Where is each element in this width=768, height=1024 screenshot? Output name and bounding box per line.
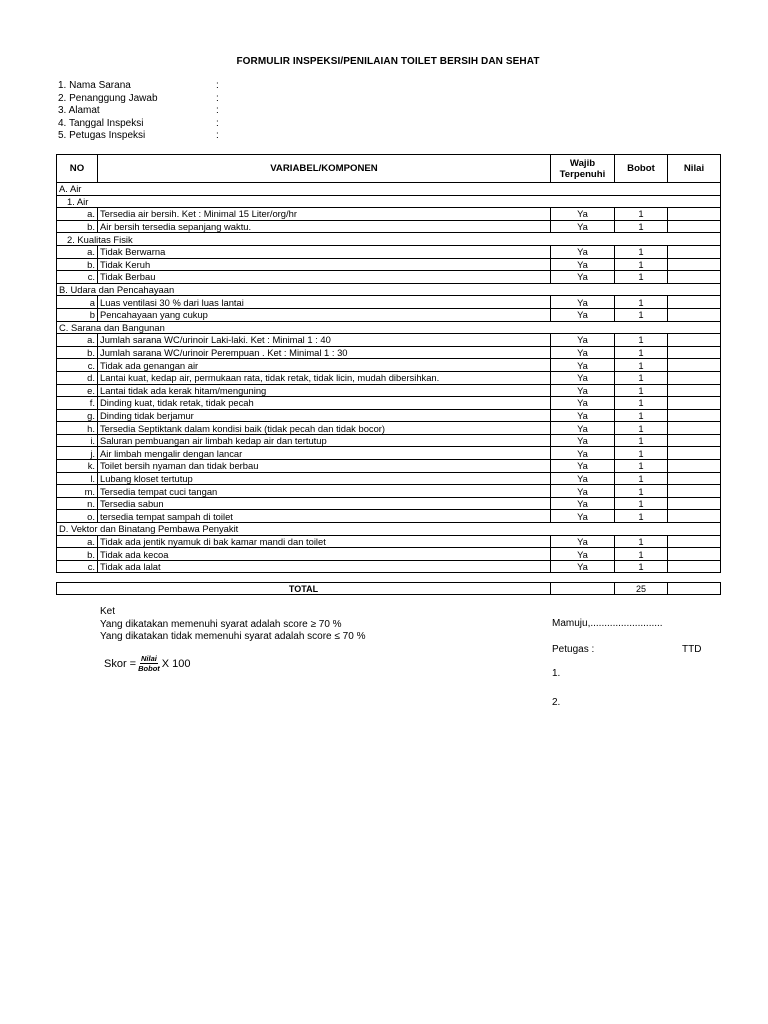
info-field-petugas-inspeksi — [58, 130, 219, 143]
row-component: Lantai kuat, kedap air, permukaan rata, tidak retak, tidak licin, mudah dibersihkan. — [98, 371, 551, 384]
row-number: b — [57, 308, 98, 321]
info-field-nama-sarana — [58, 80, 219, 93]
row-number: a. — [57, 208, 98, 221]
table-row — [57, 422, 721, 435]
table-row — [57, 258, 721, 271]
row-component: tersedia tempat sampah di toilet — [98, 510, 551, 523]
row-bobot: 1 — [615, 560, 668, 573]
row-number: b. — [57, 220, 98, 233]
table-row — [57, 359, 721, 372]
table-row — [57, 485, 721, 498]
info-label: 2. Penanggung Jawab — [58, 92, 158, 104]
row-wajib: Ya — [551, 359, 615, 372]
table-row — [57, 334, 721, 347]
row-nilai — [668, 409, 721, 422]
row-bobot: 1 — [615, 434, 668, 447]
row-number: f. — [57, 397, 98, 410]
row-component: Tersedia tempat cuci tangan — [98, 485, 551, 498]
row-bobot: 1 — [615, 548, 668, 561]
row-bobot: 1 — [615, 510, 668, 523]
table-row — [57, 460, 721, 473]
row-bobot: 1 — [615, 485, 668, 498]
row-nilai — [668, 384, 721, 397]
table-row — [57, 409, 721, 422]
row-component: Dinding tidak berjamur — [98, 409, 551, 422]
row-bobot: 1 — [615, 371, 668, 384]
row-bobot: 1 — [615, 208, 668, 221]
total-nilai — [668, 583, 721, 595]
formula-numerator: Nilai — [141, 654, 157, 663]
row-component: Lubang kloset tertutup — [98, 472, 551, 485]
row-component: Air bersih tersedia sepanjang waktu. — [98, 220, 551, 233]
row-wajib: Ya — [551, 548, 615, 561]
row-bobot: 1 — [615, 359, 668, 372]
row-wajib: Ya — [551, 422, 615, 435]
row-nilai — [668, 271, 721, 284]
petugas-label: Petugas : — [552, 644, 595, 655]
ket-line-memenuhi: Yang dikatakan memenuhi syarat adalah score ≥ 70 % — [100, 618, 342, 630]
total-label: TOTAL — [57, 583, 551, 595]
formula-rhs: X 100 — [161, 657, 191, 670]
table-row — [57, 535, 721, 548]
row-bobot: 1 — [615, 334, 668, 347]
row-component: Tersedia Septiktank dalam kondisi baik (tidak pecah dan tidak bocor) — [98, 422, 551, 435]
ket-line-tidak-memenuhi: Yang dikatakan tidak memenuhi syarat adalah score ≤ 70 % — [100, 631, 366, 643]
row-bobot: 1 — [615, 472, 668, 485]
table-row — [57, 497, 721, 510]
section-row-a — [57, 183, 721, 196]
row-number: c. — [57, 271, 98, 284]
table-row — [57, 245, 721, 258]
row-wajib: Ya — [551, 409, 615, 422]
row-bobot: 1 — [615, 447, 668, 460]
section-title: A. Air — [57, 183, 721, 196]
header-no: NO — [57, 155, 98, 183]
table-row — [57, 271, 721, 284]
row-bobot: 1 — [615, 384, 668, 397]
section-row-b — [57, 283, 721, 296]
row-nilai — [668, 485, 721, 498]
row-number: k. — [57, 460, 98, 473]
row-bobot: 1 — [615, 422, 668, 435]
row-wajib: Ya — [551, 220, 615, 233]
row-nilai — [668, 472, 721, 485]
row-component: Tidak ada genangan air — [98, 359, 551, 372]
row-number: d. — [57, 371, 98, 384]
row-number: l. — [57, 472, 98, 485]
section-row-c — [57, 321, 721, 334]
row-nilai — [668, 208, 721, 221]
table-row — [57, 296, 721, 309]
table-row — [57, 510, 721, 523]
row-number: m. — [57, 485, 98, 498]
info-separator: : — [216, 80, 219, 91]
row-wajib: Ya — [551, 472, 615, 485]
score-formula — [104, 654, 191, 673]
table-row — [57, 220, 721, 233]
info-field-tanggal-inspeksi — [58, 118, 219, 131]
petugas-number-1: 1. — [552, 668, 561, 679]
header-wajib-line2: Terpenuhi — [559, 168, 606, 180]
row-number: c. — [57, 359, 98, 372]
ket-block — [100, 606, 365, 644]
table-row — [57, 384, 721, 397]
row-bobot: 1 — [615, 497, 668, 510]
info-label: 1. Nama Sarana — [58, 80, 131, 91]
row-number: c. — [57, 560, 98, 573]
header-nilai: Nilai — [668, 155, 721, 183]
formula-lhs: Skor = — [104, 657, 137, 670]
row-bobot: 1 — [615, 245, 668, 258]
row-wajib: Ya — [551, 460, 615, 473]
row-number: b. — [57, 258, 98, 271]
row-number: i. — [57, 434, 98, 447]
info-fields — [58, 80, 219, 143]
subsection-title: 1. Air — [57, 195, 721, 208]
row-number: a. — [57, 245, 98, 258]
section-title: C. Sarana dan Bangunan — [57, 321, 721, 334]
inspection-table — [56, 154, 721, 573]
row-component: Tidak Berbau — [98, 271, 551, 284]
row-bobot: 1 — [615, 220, 668, 233]
info-field-alamat — [58, 105, 219, 118]
row-bobot: 1 — [615, 535, 668, 548]
row-bobot: 1 — [615, 397, 668, 410]
row-number: b. — [57, 346, 98, 359]
row-wajib: Ya — [551, 397, 615, 410]
row-wajib: Ya — [551, 334, 615, 347]
row-component: Tidak Berwarna — [98, 245, 551, 258]
info-label: 4. Tanggal Inspeksi — [58, 117, 144, 129]
row-bobot: 1 — [615, 346, 668, 359]
header-bobot: Bobot — [615, 155, 668, 183]
row-number: h. — [57, 422, 98, 435]
row-wajib: Ya — [551, 560, 615, 573]
table-row — [57, 308, 721, 321]
row-wajib: Ya — [551, 447, 615, 460]
row-component: Toilet bersih nyaman dan tidak berbau — [98, 460, 551, 473]
row-component: Jumlah sarana WC/urinoir Laki-laki. Ket : Minimal 1 : 40 — [98, 334, 551, 347]
row-wajib: Ya — [551, 434, 615, 447]
table-row — [57, 397, 721, 410]
row-component: Pencahayaan yang cukup — [98, 308, 551, 321]
row-component: Tidak ada jentik nyamuk di bak kamar mandi dan toilet — [98, 535, 551, 548]
row-wajib: Ya — [551, 497, 615, 510]
row-bobot: 1 — [615, 271, 668, 284]
row-wajib: Ya — [551, 371, 615, 384]
row-wajib: Ya — [551, 271, 615, 284]
info-separator: : — [216, 92, 219, 104]
section-title: D. Vektor dan Binatang Pembawa Penyakit — [57, 523, 721, 536]
row-wajib: Ya — [551, 384, 615, 397]
total-bobot: 25 — [615, 583, 668, 595]
row-wajib: Ya — [551, 296, 615, 309]
total-table — [56, 582, 721, 595]
row-bobot: 1 — [615, 308, 668, 321]
row-bobot: 1 — [615, 460, 668, 473]
row-number: o. — [57, 510, 98, 523]
info-separator: : — [216, 130, 219, 142]
row-wajib: Ya — [551, 485, 615, 498]
petugas-number-2: 2. — [552, 697, 561, 708]
subsection-title: 2. Kualitas Fisik — [57, 233, 721, 246]
row-wajib: Ya — [551, 208, 615, 221]
row-wajib: Ya — [551, 245, 615, 258]
row-nilai — [668, 258, 721, 271]
row-component: Lantai tidak ada kerak hitam/menguning — [98, 384, 551, 397]
row-bobot: 1 — [615, 409, 668, 422]
row-nilai — [668, 296, 721, 309]
row-nilai — [668, 447, 721, 460]
row-wajib: Ya — [551, 510, 615, 523]
formula-denominator: Bobot — [138, 664, 160, 673]
row-bobot: 1 — [615, 258, 668, 271]
subsection-row-kualitas-fisik — [57, 233, 721, 246]
row-nilai — [668, 220, 721, 233]
row-number: g. — [57, 409, 98, 422]
row-number: a. — [57, 535, 98, 548]
form-title: FORMULIR INSPEKSI/PENILAIAN TOILET BERSIH DAN SEHAT — [236, 56, 540, 67]
row-number: j. — [57, 447, 98, 460]
row-component: Saluran pembuangan air limbah kedap air dan tertutup — [98, 434, 551, 447]
row-nilai — [668, 560, 721, 573]
row-number: a — [57, 296, 98, 309]
row-number: b. — [57, 548, 98, 561]
row-component: Air limbah mengalir dengan lancar — [98, 447, 551, 460]
table-row — [57, 560, 721, 573]
table-row — [57, 447, 721, 460]
row-component: Tidak ada kecoa — [98, 548, 551, 561]
row-nilai — [668, 548, 721, 561]
row-number: e. — [57, 384, 98, 397]
info-separator: : — [216, 117, 219, 129]
info-label: 3. Alamat — [58, 105, 100, 117]
table-row — [57, 472, 721, 485]
row-number: n. — [57, 497, 98, 510]
row-wajib: Ya — [551, 258, 615, 271]
row-component: Tersedia air bersih. Ket : Minimal 15 Liter/org/hr — [98, 208, 551, 221]
row-nilai — [668, 535, 721, 548]
row-component: Luas ventilasi 30 % dari luas lantai — [98, 296, 551, 309]
section-title: B. Udara dan Pencahayaan — [57, 283, 721, 296]
total-wajib — [551, 583, 615, 595]
row-wajib: Ya — [551, 346, 615, 359]
row-nilai — [668, 308, 721, 321]
ket-heading: Ket — [100, 606, 116, 617]
row-nilai — [668, 510, 721, 523]
row-nilai — [668, 434, 721, 447]
row-bobot: 1 — [615, 296, 668, 309]
total-row — [57, 583, 721, 595]
row-wajib: Ya — [551, 535, 615, 548]
row-nilai — [668, 245, 721, 258]
row-component: Jumlah sarana WC/urinoir Perempuan . Ket : Minimal 1 : 30 — [98, 346, 551, 359]
info-label: 5. Petugas Inspeksi — [58, 130, 146, 142]
header-wajib — [551, 155, 615, 183]
row-component: Tidak ada lalat — [98, 560, 551, 573]
table-row — [57, 371, 721, 384]
row-nilai — [668, 346, 721, 359]
row-nilai — [668, 359, 721, 372]
header-wajib-line1: Wajib — [569, 157, 596, 169]
row-nilai — [668, 397, 721, 410]
row-number: a. — [57, 334, 98, 347]
header-komponen: VARIABEL/KOMPONEN — [98, 155, 551, 183]
info-field-penanggung-jawab — [58, 93, 219, 106]
row-nilai — [668, 422, 721, 435]
ttd-label: TTD — [682, 644, 702, 655]
table-row — [57, 208, 721, 221]
formula-fraction — [138, 654, 160, 673]
place-date: Mamuju,.......................... — [552, 618, 663, 629]
row-nilai — [668, 460, 721, 473]
row-component: Tersedia sabun — [98, 497, 551, 510]
row-component: Dinding kuat, tidak retak, tidak pecah — [98, 397, 551, 410]
table-row — [57, 548, 721, 561]
subsection-row-air — [57, 195, 721, 208]
info-separator: : — [216, 105, 219, 117]
row-nilai — [668, 497, 721, 510]
table-header-row — [57, 155, 721, 183]
table-row — [57, 434, 721, 447]
row-wajib: Ya — [551, 308, 615, 321]
section-row-d — [57, 523, 721, 536]
table-row — [57, 346, 721, 359]
row-nilai — [668, 334, 721, 347]
row-component: Tidak Keruh — [98, 258, 551, 271]
row-nilai — [668, 371, 721, 384]
